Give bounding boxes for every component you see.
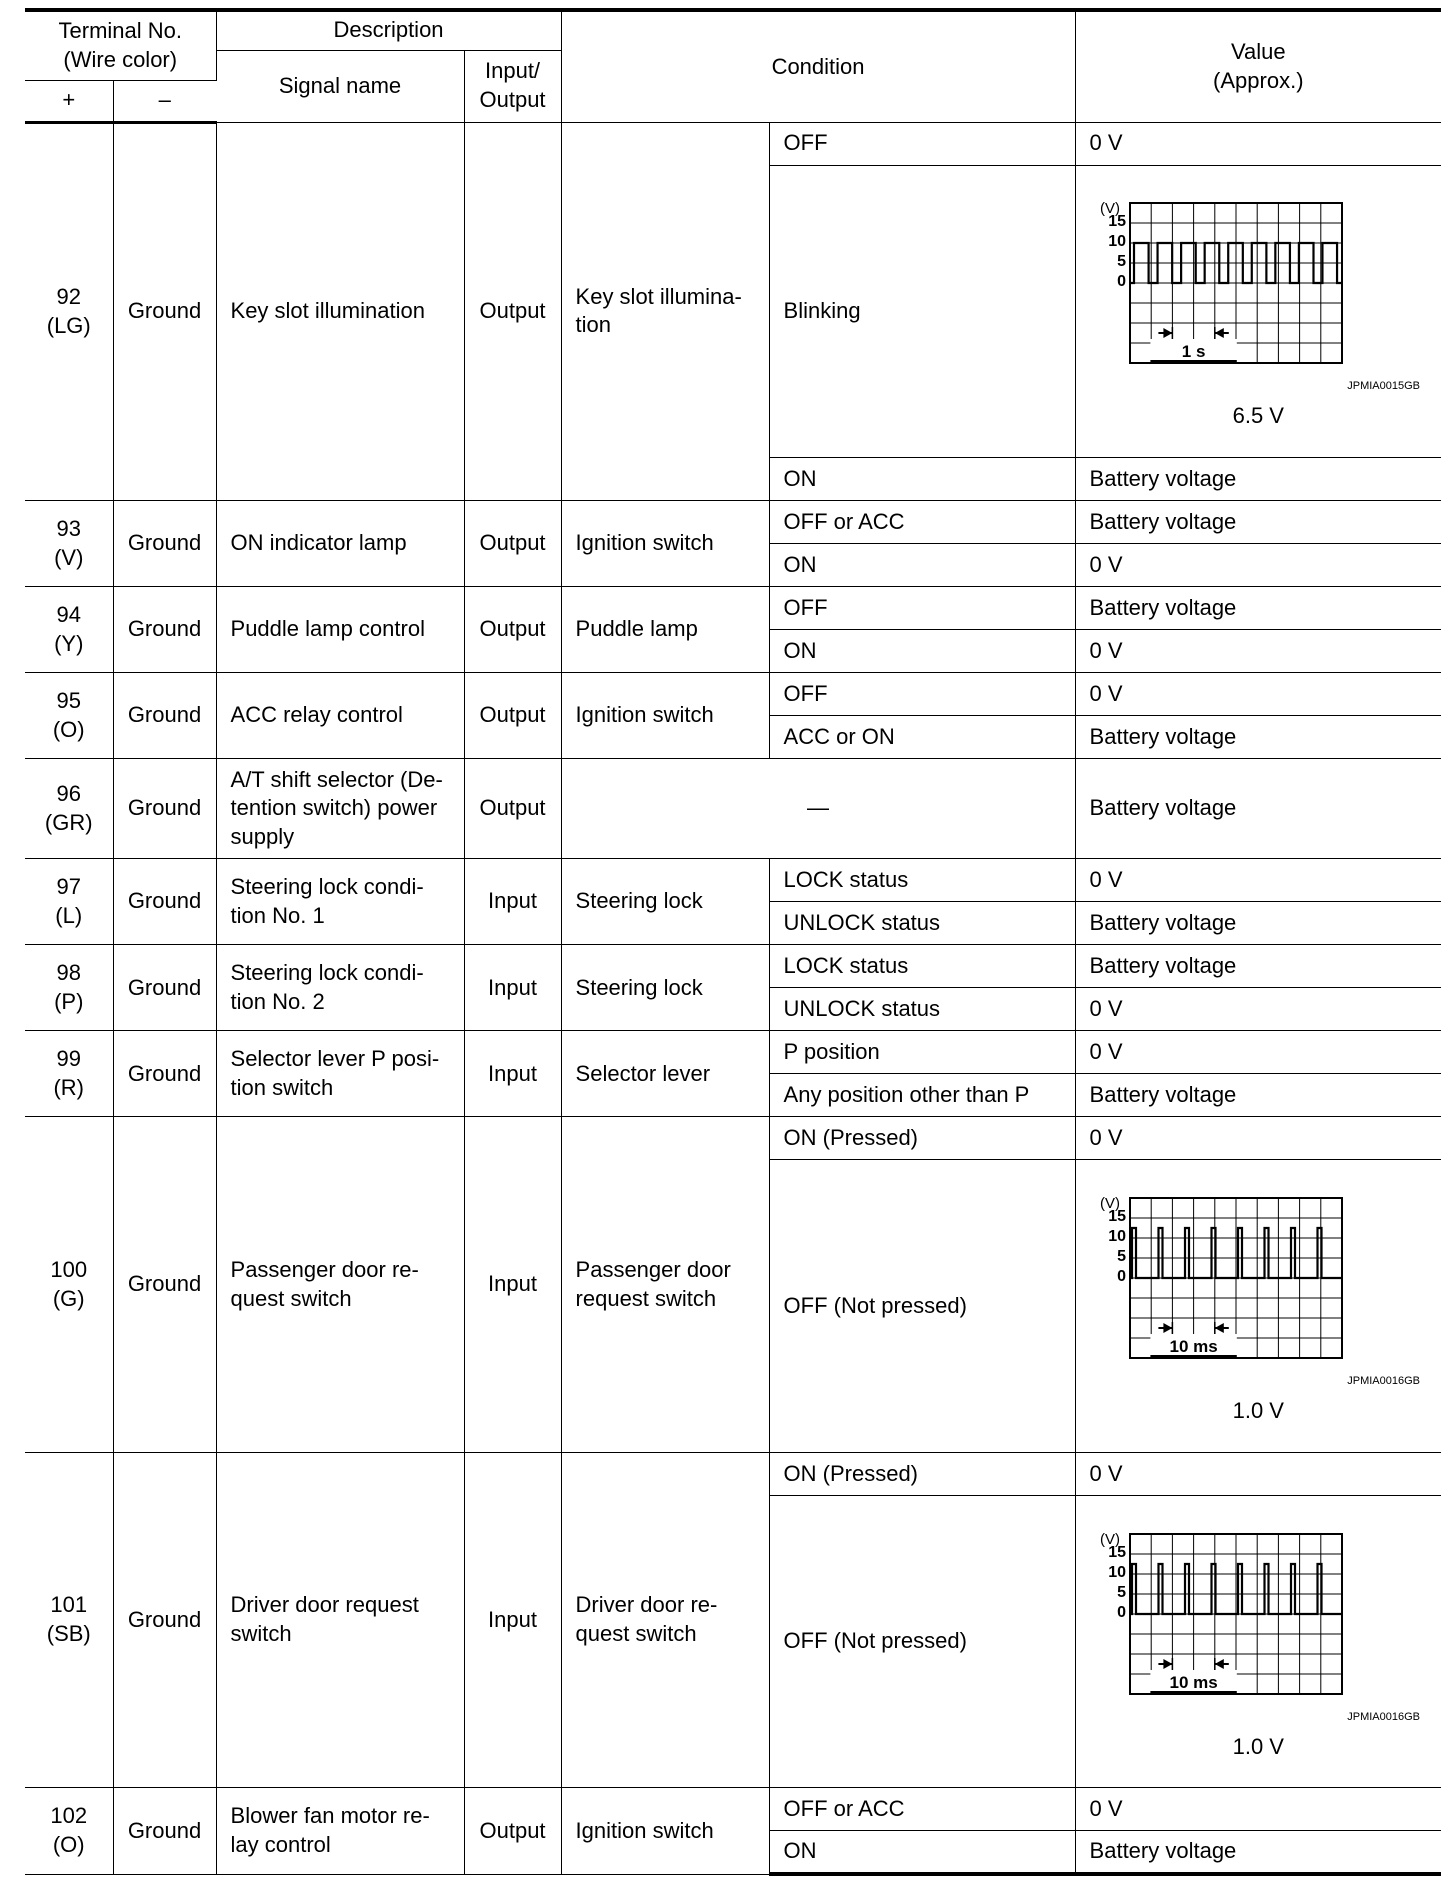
figure-code: JPMIA0016GB xyxy=(1346,1710,1420,1723)
condition-state-cell: ON xyxy=(769,457,1075,500)
value-cell: 0 V xyxy=(1075,1452,1441,1495)
io-cell: Output xyxy=(464,1788,561,1874)
signal-name-cell: Selector lever P posi-tion switch xyxy=(216,1031,464,1117)
value-cell: Battery voltage xyxy=(1075,500,1441,543)
value-cell: Battery voltage xyxy=(1075,716,1441,759)
terminal-cell: 101 (SB) xyxy=(25,1452,113,1787)
signal-name-cell: Passenger door re-quest switch xyxy=(216,1117,464,1452)
terminal-cell: 100 (G) xyxy=(25,1117,113,1452)
signal-name-cell: Steering lock condi-tion No. 1 xyxy=(216,859,464,945)
condition-state-cell: LOCK status xyxy=(769,859,1075,902)
scope-y-tick-label: 15 xyxy=(1107,1208,1126,1226)
terminal-cell: 93 (V) xyxy=(25,500,113,586)
header-value: Value (Approx.) xyxy=(1075,10,1441,122)
io-cell: Input xyxy=(464,1117,561,1452)
io-cell: Output xyxy=(464,587,561,673)
condition-group-cell: Key slot illumina-tion xyxy=(561,122,769,500)
table-row xyxy=(25,500,1441,543)
signal-name-cell: Puddle lamp control xyxy=(216,587,464,673)
value-cell: Battery voltage xyxy=(1075,759,1441,859)
header-description: Description xyxy=(216,10,561,50)
table-row xyxy=(25,759,1441,859)
waveform-cell xyxy=(1075,1495,1441,1787)
io-cell: Output xyxy=(464,673,561,759)
scope-y-tick-label: 5 xyxy=(1116,1583,1126,1601)
table-row xyxy=(25,673,1441,716)
value-cell: 0 V xyxy=(1075,630,1441,673)
terminal-cell: 92 (LG) xyxy=(25,122,113,500)
waveform-chart-blinking xyxy=(1090,191,1430,396)
condition-state-cell: OFF xyxy=(769,673,1075,716)
condition-group-cell: Steering lock xyxy=(561,945,769,1031)
figure-code: JPMIA0015GB xyxy=(1346,380,1420,393)
scope-unit-label: (V) xyxy=(1099,1530,1120,1548)
signal-name-cell: Steering lock condi-tion No. 2 xyxy=(216,945,464,1031)
scope-y-tick-label: 0 xyxy=(1116,273,1126,291)
condition-state-cell: Any position other than P xyxy=(769,1074,1075,1117)
header-row xyxy=(25,10,1441,50)
terminal-cell: 102 (O) xyxy=(25,1788,113,1874)
waveform-value: 1.0 V xyxy=(1232,1733,1284,1759)
table-row xyxy=(25,1117,1441,1160)
condition-dash-cell: — xyxy=(561,759,1075,859)
condition-state-cell: OFF or ACC xyxy=(769,500,1075,543)
io-cell: Input xyxy=(464,1452,561,1787)
terminal-cell: 97 (L) xyxy=(25,859,113,945)
ground-cell: Ground xyxy=(113,945,216,1031)
condition-state-cell: OFF xyxy=(769,587,1075,630)
condition-group-cell: Passenger door request switch xyxy=(561,1117,769,1452)
signal-name-cell: ACC relay control xyxy=(216,673,464,759)
header-input-output: Input/ Output xyxy=(464,50,561,122)
condition-state-cell: UNLOCK status xyxy=(769,902,1075,945)
waveform-cell xyxy=(1075,165,1441,457)
ground-cell: Ground xyxy=(113,759,216,859)
figure-code: JPMIA0016GB xyxy=(1346,1375,1420,1388)
condition-state-cell: LOCK status xyxy=(769,945,1075,988)
waveform-value: 1.0 V xyxy=(1232,1398,1284,1424)
value-cell: Battery voltage xyxy=(1075,1074,1441,1117)
table-row xyxy=(25,122,1441,165)
header-plus: + xyxy=(25,80,113,122)
table-row xyxy=(25,587,1441,630)
time-scale-label: 10 ms xyxy=(1169,1337,1218,1357)
value-cell: Battery voltage xyxy=(1075,902,1441,945)
waveform-cell xyxy=(1075,1160,1441,1452)
condition-state-cell: ON xyxy=(769,630,1075,673)
io-cell: Input xyxy=(464,945,561,1031)
terminal-cell: 96 (GR) xyxy=(25,759,113,859)
scope-y-tick-label: 5 xyxy=(1116,253,1126,271)
signal-name-cell: A/T shift selector (De-tention switch) power supply xyxy=(216,759,464,859)
ground-cell: Ground xyxy=(113,1788,216,1874)
condition-state-cell: Blinking xyxy=(769,165,1075,457)
condition-group-cell: Ignition switch xyxy=(561,673,769,759)
ground-cell: Ground xyxy=(113,859,216,945)
ground-cell: Ground xyxy=(113,500,216,586)
condition-state-cell: UNLOCK status xyxy=(769,988,1075,1031)
scope-y-tick-label: 10 xyxy=(1107,233,1126,251)
scope-y-tick-label: 15 xyxy=(1107,1543,1126,1561)
value-cell: 0 V xyxy=(1075,988,1441,1031)
terminal-cell: 94 (Y) xyxy=(25,587,113,673)
table-row xyxy=(25,1031,1441,1074)
scope-y-tick-label: 10 xyxy=(1107,1228,1126,1246)
scope-unit-label: (V) xyxy=(1099,1195,1120,1213)
terminal-cell: 99 (R) xyxy=(25,1031,113,1117)
header-signal-name: Signal name xyxy=(216,50,464,122)
scope-y-tick-label: 0 xyxy=(1116,1268,1126,1286)
terminal-cell: 95 (O) xyxy=(25,673,113,759)
terminal-spec-table xyxy=(25,8,1441,1876)
condition-state-cell: ON (Pressed) xyxy=(769,1117,1075,1160)
condition-state-cell: OFF or ACC xyxy=(769,1788,1075,1831)
table-row xyxy=(25,859,1441,902)
condition-group-cell: Ignition switch xyxy=(561,500,769,586)
condition-state-cell: OFF xyxy=(769,122,1075,165)
condition-group-cell: Selector lever xyxy=(561,1031,769,1117)
condition-state-cell: ON xyxy=(769,544,1075,587)
waveform-chart-passenger-switch xyxy=(1090,1186,1430,1391)
table-row xyxy=(25,1452,1441,1495)
condition-group-cell: Driver door re-quest switch xyxy=(561,1452,769,1787)
value-cell: 0 V xyxy=(1075,122,1441,165)
scope-y-tick-label: 5 xyxy=(1116,1248,1126,1266)
value-cell: Battery voltage xyxy=(1075,1831,1441,1874)
header-minus: – xyxy=(113,80,216,122)
value-cell: 0 V xyxy=(1075,859,1441,902)
table-row xyxy=(25,1788,1441,1831)
io-cell: Output xyxy=(464,500,561,586)
scope-y-tick-label: 10 xyxy=(1107,1563,1126,1581)
ground-cell: Ground xyxy=(113,587,216,673)
signal-name-cell: Key slot illumination xyxy=(216,122,464,500)
condition-state-cell: OFF (Not pressed) xyxy=(769,1495,1075,1787)
table-row xyxy=(25,945,1441,988)
condition-state-cell: OFF (Not pressed) xyxy=(769,1160,1075,1452)
ground-cell: Ground xyxy=(113,673,216,759)
condition-state-cell: ACC or ON xyxy=(769,716,1075,759)
scope-y-tick-label: 0 xyxy=(1116,1603,1126,1621)
value-cell: Battery voltage xyxy=(1075,945,1441,988)
time-scale-label: 1 s xyxy=(1181,342,1205,362)
value-cell: Battery voltage xyxy=(1075,457,1441,500)
io-cell: Output xyxy=(464,759,561,859)
value-cell: 0 V xyxy=(1075,1117,1441,1160)
header-terminal-no: Terminal No. (Wire color) xyxy=(25,10,216,80)
io-cell: Input xyxy=(464,859,561,945)
waveform-chart-driver-switch xyxy=(1090,1522,1430,1727)
signal-name-cell: ON indicator lamp xyxy=(216,500,464,586)
ground-cell: Ground xyxy=(113,122,216,500)
value-cell: Battery voltage xyxy=(1075,587,1441,630)
condition-group-cell: Ignition switch xyxy=(561,1788,769,1874)
value-cell: 0 V xyxy=(1075,1788,1441,1831)
io-cell: Output xyxy=(464,122,561,500)
header-condition: Condition xyxy=(561,10,1075,122)
condition-group-cell: Puddle lamp xyxy=(561,587,769,673)
terminal-cell: 98 (P) xyxy=(25,945,113,1031)
signal-name-cell: Driver door request switch xyxy=(216,1452,464,1787)
value-cell: 0 V xyxy=(1075,673,1441,716)
condition-state-cell: P position xyxy=(769,1031,1075,1074)
value-cell: 0 V xyxy=(1075,544,1441,587)
condition-state-cell: ON (Pressed) xyxy=(769,1452,1075,1495)
signal-name-cell: Blower fan motor re-lay control xyxy=(216,1788,464,1874)
scope-unit-label: (V) xyxy=(1099,200,1120,218)
condition-state-cell: ON xyxy=(769,1831,1075,1874)
io-cell: Input xyxy=(464,1031,561,1117)
time-scale-label: 10 ms xyxy=(1169,1672,1218,1692)
waveform-value: 6.5 V xyxy=(1232,403,1284,429)
value-cell: 0 V xyxy=(1075,1031,1441,1074)
ground-cell: Ground xyxy=(113,1031,216,1117)
ground-cell: Ground xyxy=(113,1452,216,1787)
condition-group-cell: Steering lock xyxy=(561,859,769,945)
ground-cell: Ground xyxy=(113,1117,216,1452)
scope-y-tick-label: 15 xyxy=(1107,213,1126,231)
